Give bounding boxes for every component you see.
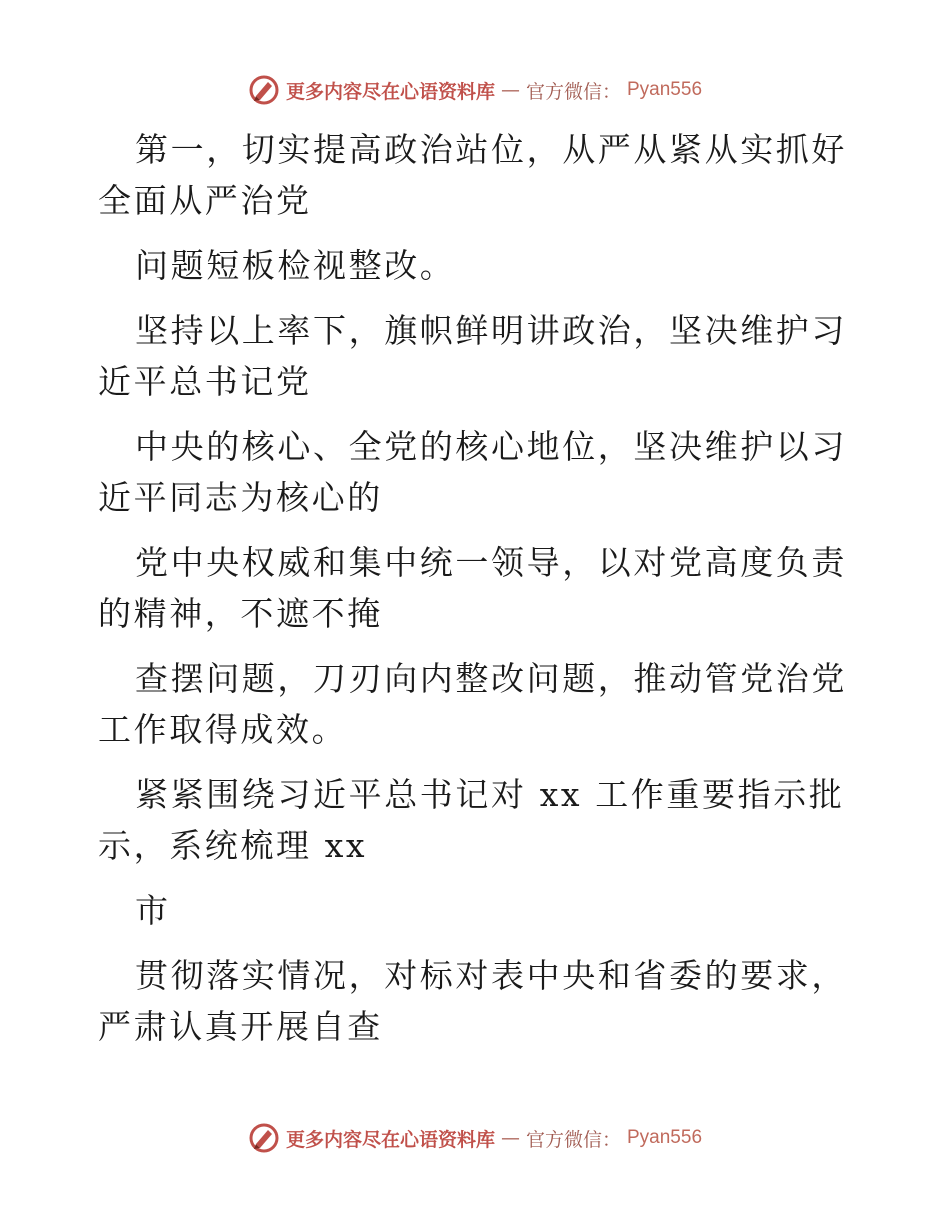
paragraph-6: 查摆问题，刀刃向内整改问题，推动管党治党工作取得成效。 [98, 659, 847, 749]
watermark-wechat-label: 官方微信： [525, 80, 621, 103]
watermark-site-text: 更多内容尽在心语资料库 [285, 1128, 495, 1151]
pen-logo-icon [248, 1122, 280, 1154]
paragraph-9: 贯彻落实情况，对标对表中央和省委的要求，严肃认真开展自查 [98, 956, 847, 1046]
paragraph-1: 第一，切实提高政治站位，从严从紧从实抓好全面从严治党 [98, 130, 847, 220]
watermark-dash: — [500, 1127, 520, 1149]
footer-watermark [0, 1118, 950, 1158]
watermark-wechat-label: 官方微信： [525, 1128, 621, 1151]
paragraph-4: 中央的核心、全党的核心地位，坚决维护以习近平同志为核心的 [98, 427, 847, 517]
watermark-wechat-id: Pyan556 [627, 79, 703, 100]
pen-logo-icon [248, 74, 280, 106]
paragraph-8: 市 [135, 891, 171, 930]
document-body [98, 124, 858, 1066]
paragraph-3: 坚持以上率下，旗帜鲜明讲政治，坚决维护习近平总书记党 [98, 311, 847, 401]
header-watermark [0, 70, 950, 110]
paragraph-5: 党中央权威和集中统一领导，以对党高度负责的精神，不遮不掩 [98, 543, 847, 633]
paragraph-2: 问题短板检视整改。 [135, 246, 456, 285]
paragraph-7: 紧紧围绕习近平总书记对 xx 工作重要指示批示，系统梳理 xx [98, 775, 845, 865]
watermark-dash: — [500, 79, 520, 101]
watermark-site-text: 更多内容尽在心语资料库 [285, 80, 495, 103]
watermark-wechat-id: Pyan556 [627, 1127, 703, 1148]
